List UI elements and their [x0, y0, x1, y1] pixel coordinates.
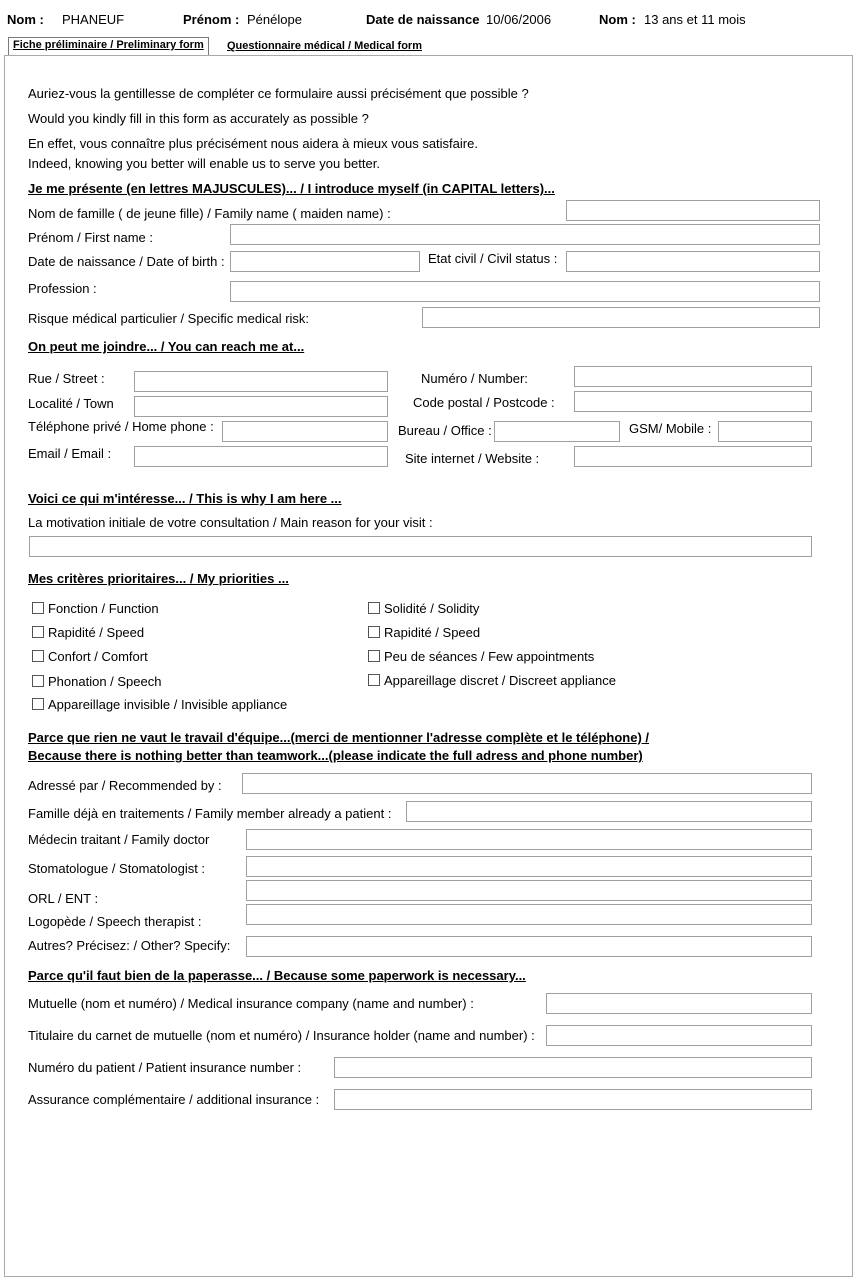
priority-few-appointments-checkbox[interactable] — [368, 650, 380, 662]
insurance-holder-input[interactable] — [546, 1025, 812, 1046]
priority-comfort-checkbox[interactable] — [32, 650, 44, 662]
family-name-input[interactable] — [566, 200, 820, 221]
mobile-input[interactable] — [718, 421, 812, 442]
priority-comfort-label: Confort / Comfort — [48, 649, 148, 664]
priority-function-checkbox[interactable] — [32, 602, 44, 614]
priority-speed-2-checkbox[interactable] — [368, 626, 380, 638]
number-label: Numéro / Number: — [421, 371, 528, 386]
priority-speech-checkbox[interactable] — [32, 675, 44, 687]
motivation-label: La motivation initiale de votre consultation / Main reason for your visit : — [28, 515, 433, 530]
other-specify-input[interactable] — [246, 936, 812, 957]
postcode-label: Code postal / Postcode : — [413, 395, 555, 410]
civil-status-label: Etat civil / Civil status : — [428, 251, 558, 266]
home-phone-label: Téléphone privé / Home phone : — [28, 419, 214, 434]
priority-solidity-label: Solidité / Solidity — [384, 601, 480, 616]
priority-speed-checkbox[interactable] — [32, 626, 44, 638]
priority-speech-label: Phonation / Speech — [48, 674, 162, 689]
dob-label: Date de naissance / Date of birth : — [28, 254, 225, 269]
priority-discreet-appliance-label: Appareillage discret / Discreet appliance — [384, 673, 616, 688]
header-age-value: 13 ans et 11 mois — [644, 12, 746, 27]
first-name-label: Prénom / First name : — [28, 230, 153, 245]
patient-number-label: Numéro du patient / Patient insurance number : — [28, 1060, 302, 1075]
ent-label: ORL / ENT : — [28, 891, 99, 906]
priority-discreet-appliance-checkbox[interactable] — [368, 674, 380, 686]
number-input[interactable] — [574, 366, 812, 387]
street-input[interactable] — [134, 371, 388, 392]
medical-risk-label: Risque médical particulier / Specific medical risk: — [28, 311, 310, 326]
home-phone-input[interactable] — [222, 421, 388, 442]
family-name-label: Nom de famille ( de jeune fille) / Family name ( maiden name) : — [28, 206, 391, 221]
website-label: Site internet / Website : — [405, 451, 540, 466]
paperwork-section-title: Parce qu'il faut bien de la paperasse... / Because some paperwork is necessary... — [28, 968, 526, 983]
email-label: Email / Email : — [28, 446, 112, 461]
additional-insurance-input[interactable] — [334, 1089, 812, 1110]
priorities-section-title: Mes critères prioritaires... / My priorities ... — [28, 571, 289, 586]
priority-function-label: Fonction / Function — [48, 601, 159, 616]
header-nom-label: Nom : — [7, 12, 44, 27]
header-dob-value: 10/06/2006 — [486, 12, 552, 27]
header-nom-value: PHANEUF — [62, 12, 125, 27]
civil-status-input[interactable] — [566, 251, 820, 272]
stomatologist-input[interactable] — [246, 856, 812, 877]
ent-input[interactable] — [246, 880, 812, 901]
town-input[interactable] — [134, 396, 388, 417]
profession-input[interactable] — [230, 281, 820, 302]
tab-preliminary-form[interactable]: Fiche préliminaire / Preliminary form — [8, 37, 209, 56]
priority-speed-2-label: Rapidité / Speed — [384, 625, 481, 640]
stomatologist-label: Stomatologue / Stomatologist : — [28, 861, 206, 876]
tab-medical-form[interactable]: Questionnaire médical / Medical form — [227, 40, 422, 52]
recommended-by-input[interactable] — [242, 773, 812, 794]
header-prenom-value: Pénélope — [247, 12, 302, 27]
intro-line-4: Indeed, knowing you better will enable us to serve you better. — [28, 156, 380, 171]
insurance-holder-label: Titulaire du carnet de mutuelle (nom et numéro) / Insurance holder (name and number) : — [28, 1028, 535, 1043]
family-member-label: Famille déjà en traitements / Family member already a patient : — [28, 806, 392, 821]
speech-therapist-input[interactable] — [246, 904, 812, 925]
family-doctor-label: Médecin traitant / Family doctor — [28, 832, 210, 847]
additional-insurance-label: Assurance complémentaire / additional insurance : — [28, 1092, 320, 1107]
header-dob-label: Date de naissance — [366, 12, 480, 27]
intro-line-1: Auriez-vous la gentillesse de compléter ce formulaire aussi précisément que possible ? — [28, 86, 529, 101]
teamwork-section-title-2: Because there is nothing better than teamwork...(please indicate the full adress and phone number) — [28, 748, 643, 763]
profession-label: Profession : — [28, 281, 97, 296]
family-doctor-input[interactable] — [246, 829, 812, 850]
mobile-label: GSM/ Mobile : — [629, 421, 712, 436]
intro-line-3: En effet, vous connaître plus précisément nous aidera à mieux vous satisfaire. — [28, 136, 478, 151]
email-input[interactable] — [134, 446, 388, 467]
postcode-input[interactable] — [574, 391, 812, 412]
recommended-by-label: Adressé par / Recommended by : — [28, 778, 222, 793]
priority-few-appointments-label: Peu de séances / Few appointments — [384, 649, 595, 664]
patient-number-input[interactable] — [334, 1057, 812, 1078]
other-specify-label: Autres? Précisez: / Other? Specify: — [28, 938, 231, 953]
insurance-company-input[interactable] — [546, 993, 812, 1014]
speech-therapist-label: Logopède / Speech therapist : — [28, 914, 202, 929]
first-name-input[interactable] — [230, 224, 820, 245]
street-label: Rue / Street : — [28, 371, 105, 386]
medical-risk-input[interactable] — [422, 307, 820, 328]
interest-section-title: Voici ce qui m'intéresse... / This is why I am here ... — [28, 491, 342, 506]
contact-section-title: On peut me joindre... / You can reach me at... — [28, 339, 305, 354]
website-input[interactable] — [574, 446, 812, 467]
priority-invisible-appliance-checkbox[interactable] — [32, 698, 44, 710]
identity-section-title: Je me présente (en lettres MAJUSCULES)... / I introduce myself (in CAPITAL letters)... — [28, 181, 555, 196]
dob-input[interactable] — [230, 251, 420, 272]
office-input[interactable] — [494, 421, 620, 442]
motivation-input[interactable] — [29, 536, 812, 557]
priority-invisible-appliance-label: Appareillage invisible / Invisible appliance — [48, 697, 288, 712]
insurance-company-label: Mutuelle (nom et numéro) / Medical insurance company (name and number) : — [28, 996, 474, 1011]
intro-line-2: Would you kindly fill in this form as accurately as possible ? — [28, 111, 369, 126]
office-label: Bureau / Office : — [398, 423, 492, 438]
header-age-label: Nom : — [599, 12, 636, 27]
town-label: Localité / Town — [28, 396, 114, 411]
priority-solidity-checkbox[interactable] — [368, 602, 380, 614]
teamwork-section-title-1: Parce que rien ne vaut le travail d'équipe...(merci de mentionner l'adresse complète et le téléphone) / — [28, 730, 649, 745]
priority-speed-label: Rapidité / Speed — [48, 625, 145, 640]
family-member-input[interactable] — [406, 801, 812, 822]
header-prenom-label: Prénom : — [183, 12, 240, 27]
